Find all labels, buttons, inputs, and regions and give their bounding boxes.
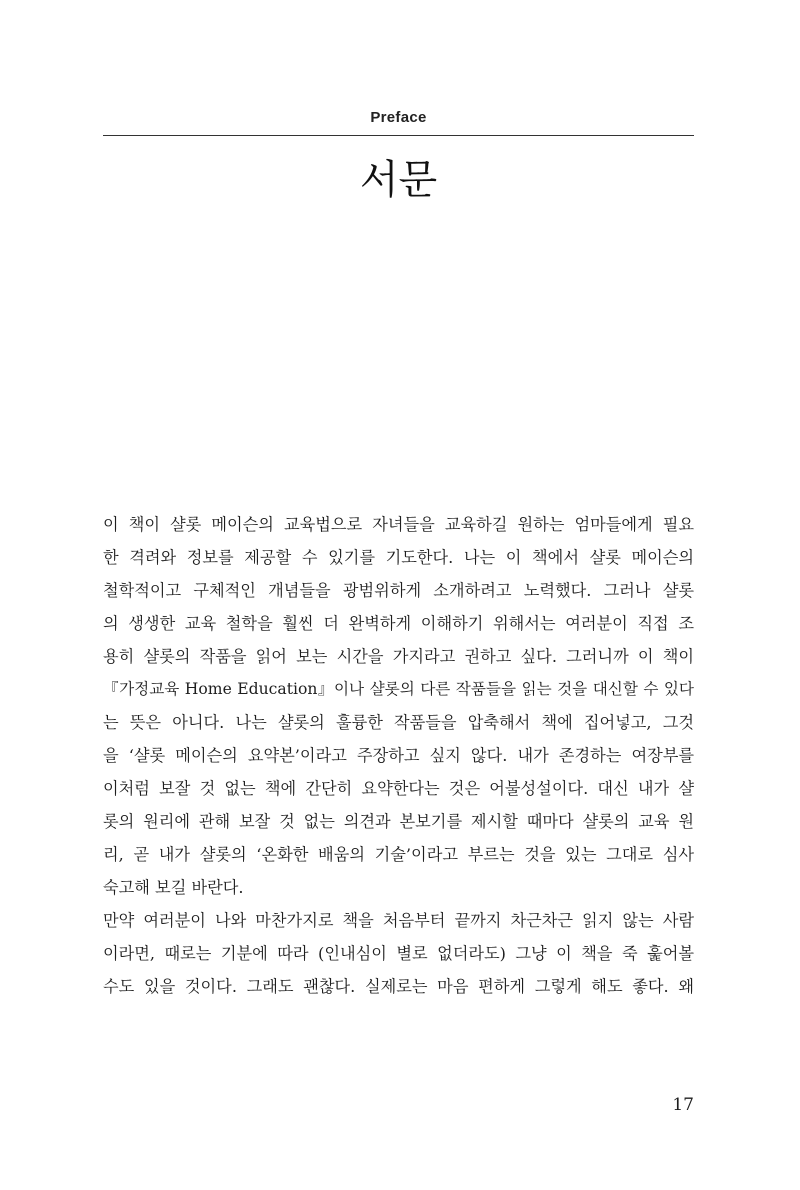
text-line: 이라면, 때로는 기분에 따라 (인내심이 별로 없더라도) 그냥 이 책을 죽 훑어볼	[103, 944, 694, 963]
text-line: 리, 곧 내가 샬롯의 ‘온화한 배움의 기술’이라고 부르는 것을 있는 그대로 심사	[103, 845, 694, 864]
text-line: 이처럼 보잘 것 없는 책에 간단히 요약한다는 것은 어불성설이다. 대신 내가 샬	[103, 779, 694, 798]
text-line: 이 책이 샬롯 메이슨의 교육법으로 자녀들을 교육하길 원하는 엄마들에게 필요	[103, 515, 694, 534]
text-line: 의 생생한 교육 철학을 훨씬 더 완벽하게 이해하기 위해서는 여러분이 직접 조	[103, 614, 694, 633]
body-text	[103, 508, 694, 1003]
text-line: 철학적이고 구체적인 개념들을 광범위하게 소개하려고 노력했다. 그러나 샬롯	[103, 581, 694, 600]
text-line: 만약 여러분이 나와 마찬가지로 책을 처음부터 끝까지 차근차근 읽지 않는 사람	[103, 911, 694, 930]
paragraph-2	[103, 904, 694, 1003]
header-divider	[103, 135, 694, 136]
text-line: 한 격려와 정보를 제공할 수 있기를 기도한다. 나는 이 책에서 샬롯 메이슨의	[103, 548, 694, 567]
text-line: 수도 있을 것이다. 그래도 괜찮다. 실제로는 마음 편하게 그렇게 해도 좋다. 왜	[103, 977, 694, 996]
chapter-title: 서문	[359, 157, 438, 203]
section-label: Preface	[370, 109, 427, 126]
text-line: 롯의 원리에 관해 보잘 것 없는 의견과 본보기를 제시할 때마다 샬롯의 교육 원	[103, 812, 694, 831]
page-number: 17	[672, 1095, 694, 1115]
text-line: 용히 샬롯의 작품을 읽어 보는 시간을 가지라고 권하고 싶다. 그러니까 이 책이	[103, 647, 694, 666]
text-line: 는 뜻은 아니다. 나는 샬롯의 훌륭한 작품들을 압축해서 책에 집어넣고, 그것	[103, 713, 694, 732]
paragraph-1	[103, 508, 694, 904]
text-line: 『가정교육 Home Education』이나 샬롯의 다른 작품들을 읽는 것을 대신할 수 있다	[103, 680, 694, 698]
text-line: 숙고해 보길 바란다.	[103, 878, 244, 897]
text-line: 을 ‘샬롯 메이슨의 요약본’이라고 주장하고 싶지 않다. 내가 존경하는 여장부를	[103, 746, 694, 765]
page-header	[103, 108, 694, 136]
